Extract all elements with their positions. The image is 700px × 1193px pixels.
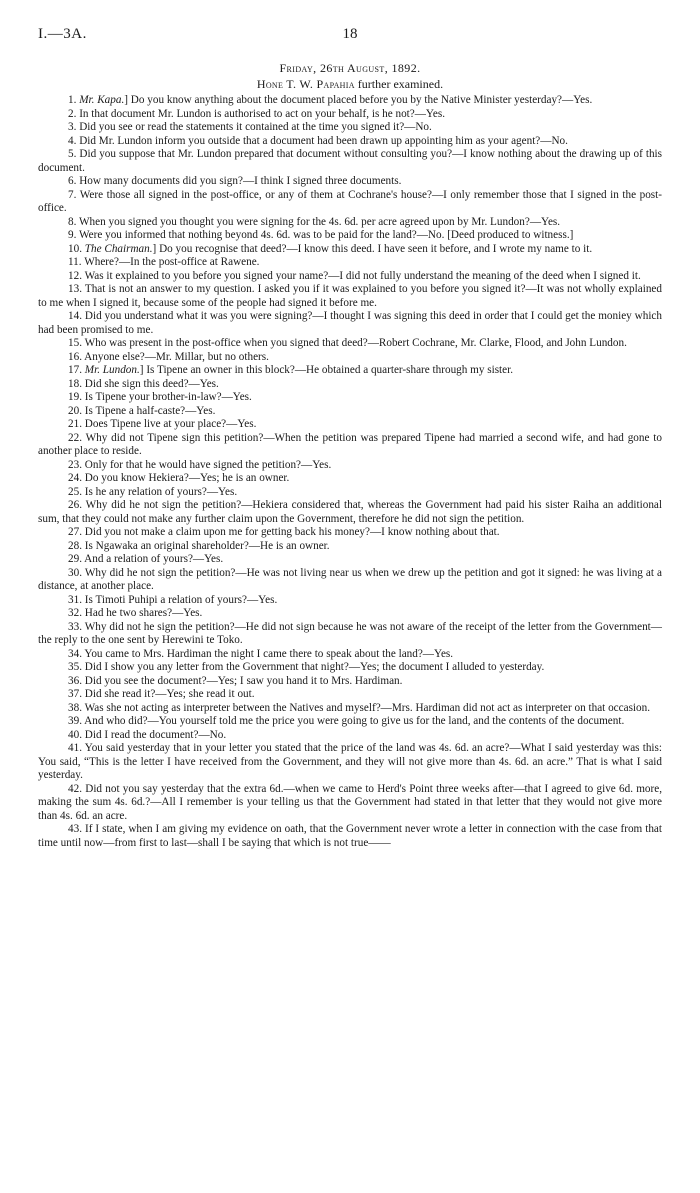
question-number: 31. <box>68 593 82 606</box>
question-number: 18. <box>68 377 82 390</box>
question-number: 11. <box>68 256 82 268</box>
question-number: 5. <box>68 148 77 160</box>
examiner-bracket: ] <box>124 94 128 106</box>
question-entry <box>38 418 662 432</box>
question-text: Who was present in the post-office when you signed that deed?—Robert Cochrane, Mr. Clarke, Flood, and John Lundon. <box>84 337 627 349</box>
question-number: 21. <box>68 418 82 430</box>
question-number: 7. <box>68 188 77 201</box>
question-text: And who did?—You yourself told me the price you were going to give us for the land, and the contents of the document. <box>84 715 625 727</box>
examiner-bracket: ] <box>152 242 157 255</box>
question-text: Did she read it?—Yes; she read it out. <box>84 688 255 700</box>
question-entry <box>38 702 662 716</box>
question-text: Why did he not sign the petition?—He was not living near us when we drew up the petition and got it signed: he was living at a distance, at another place. <box>38 566 662 592</box>
examiner-name: Mr. Kapa. <box>79 94 125 106</box>
question-entry <box>38 688 662 702</box>
question-text: Is Ngawaka an original shareholder?—He is an owner. <box>84 539 330 552</box>
question-text: Where?—In the post-office at Rawene. <box>84 256 260 268</box>
question-entry <box>38 256 662 270</box>
examiner-name: The Chairman. <box>84 242 153 255</box>
question-entry <box>38 540 662 554</box>
question-text: Do you recognise that deed?—I know this deed. I have seen it before, and I wrote my name to it. <box>156 242 593 255</box>
examiner-name: Mr. Lundon. <box>84 364 140 376</box>
question-number: 12. <box>68 269 82 282</box>
question-number: 41. <box>68 742 82 754</box>
question-entry <box>38 229 662 243</box>
question-entry <box>38 243 662 257</box>
question-entry <box>38 364 662 378</box>
question-entry <box>38 472 662 486</box>
question-entry <box>38 121 662 135</box>
question-text: Did I show you any letter from the Government that night?—Yes; the document I alluded to yesterday. <box>84 661 545 673</box>
question-text: Why did not he sign the petition?—He did not sign because he was not aware of the receipt of the letter from the Government—the reply to the one sent by Herewini te Toko. <box>38 620 662 646</box>
question-entry <box>38 621 662 648</box>
question-entry <box>38 567 662 594</box>
date-heading: Friday, 26th August, 1892. <box>279 61 421 75</box>
question-number: 14. <box>68 310 82 322</box>
question-text: Was she not acting as interpreter between the Natives and myself?—Mrs. Hardiman did not act as interpreter on that occasion. <box>84 701 651 714</box>
question-number: 16. <box>68 350 82 363</box>
question-text: Is Tipene a half-caste?—Yes. <box>84 404 216 417</box>
question-entry <box>38 310 662 337</box>
question-number: 2. <box>68 107 77 120</box>
witness-name: Hone T. W. Papahia <box>256 77 355 91</box>
question-text: And a relation of yours?—Yes. <box>84 553 224 565</box>
question-text: You came to Mrs. Hardiman the night I came there to speak about the land?—Yes. <box>84 647 454 660</box>
question-number: 3. <box>68 121 77 133</box>
question-entry <box>38 189 662 216</box>
examiner-bracket: ] <box>139 364 144 376</box>
question-entry <box>38 405 662 419</box>
question-text: Why did he not sign the petition?—Hekiera considered that, whereas the Government had paid his sister Raiha an additional sum, that they could not make any further claim upon the Government, therefore he did not sign the petition. <box>38 499 662 525</box>
question-text: Is Tipene your brother-in-law?—Yes. <box>84 391 252 403</box>
question-entry <box>38 432 662 459</box>
question-text: Did Mr. Lundon inform you outside that a document had been drawn up appointing him as your agent?—No. <box>79 134 568 147</box>
question-text: Do you know Hekiera?—Yes; he is an owner. <box>84 472 290 484</box>
question-number: 32. <box>68 607 82 619</box>
question-number: 24. <box>68 472 82 484</box>
question-number: 43. <box>68 823 82 835</box>
question-text: Did you see the document?—Yes; I saw you hand it to Mrs. Hardiman. <box>84 674 403 687</box>
question-entry <box>38 729 662 743</box>
question-number: 25. <box>68 485 82 498</box>
question-entry <box>38 459 662 473</box>
question-text: Does Tipene live at your place?—Yes. <box>84 418 257 430</box>
question-text: How many documents did you sign?—I think I signed three documents. <box>79 175 402 187</box>
question-text: Were you informed that nothing beyond 4s. 6d. was to be paid for the land?—No. [Deed produced to witness.] <box>79 229 574 241</box>
question-number: 28. <box>68 539 82 552</box>
question-number: 10. <box>68 242 82 255</box>
question-number: 20. <box>68 404 82 417</box>
question-text: Only for that he would have signed the petition?—Yes. <box>84 458 332 471</box>
question-number: 8. <box>68 215 77 228</box>
question-number: 33. <box>68 620 82 633</box>
question-number: 19. <box>68 391 82 403</box>
question-entry <box>38 648 662 662</box>
question-text: Why did not Tipene sign this petition?—When the petition was prepared Tipene had married a second wife, and had gone to another place to reside. <box>38 431 662 457</box>
question-number: 34. <box>68 647 82 660</box>
question-text: Did she sign this deed?—Yes. <box>84 377 219 390</box>
question-number: 17. <box>68 364 82 376</box>
question-entry <box>38 175 662 189</box>
question-text: You said yesterday that in your letter you stated that the price of the land was 4s. 6d. an acre?—What I said yesterday was this: You said, “This is the letter I have received from the Government, and they will not give more than 4s. 6d. an acre.” That is what I said yesterday. <box>38 742 662 781</box>
question-entry <box>38 823 662 850</box>
question-number: 13. <box>68 283 82 295</box>
paper-reference: I.—3A. <box>38 26 87 42</box>
question-entry <box>38 661 662 675</box>
question-number: 35. <box>68 661 82 673</box>
question-text: Is he any relation of yours?—Yes. <box>84 485 238 498</box>
question-number: 15. <box>68 337 82 349</box>
question-entry <box>38 783 662 824</box>
question-entry <box>38 675 662 689</box>
question-text: Were those all signed in the post-office, or any of them at Cochrane's house?—I only remember those that I signed in the post-office. <box>38 188 662 214</box>
question-text: That is not an answer to my question. I asked you if it was explained to you before you signed it?—It was not wholly explained to me when I signed it, because some of the people had signed it before me. <box>38 283 662 309</box>
question-entry <box>38 270 662 284</box>
question-text: Was it explained to you before you signed your name?—I did not fully understand the meaning of the deed when I signed it. <box>84 269 641 282</box>
question-text: Did I read the document?—No. <box>84 728 227 741</box>
question-text: Anyone else?—Mr. Millar, but no others. <box>84 350 269 363</box>
question-text: Did you not make a claim upon me for getting back his money?—I know nothing about that. <box>84 526 500 538</box>
question-number: 39. <box>68 715 82 727</box>
question-number: 4. <box>68 134 77 147</box>
question-entry <box>38 715 662 729</box>
question-entry <box>38 351 662 365</box>
question-entry <box>38 283 662 310</box>
question-entry <box>38 742 662 783</box>
question-number: 1. <box>68 94 77 106</box>
question-text: Is Timoti Puhipi a relation of yours?—Yes. <box>84 593 278 606</box>
question-entry <box>38 553 662 567</box>
question-entry <box>38 499 662 526</box>
question-entry <box>38 526 662 540</box>
question-number: 42. <box>68 782 82 795</box>
question-number: 36. <box>68 674 82 687</box>
question-text: Do you know anything about the document placed before you by the Native Minister yesterday?—Yes. <box>128 94 593 106</box>
question-text: In that document Mr. Lundon is authorised to act on your behalf, is he not?—Yes. <box>79 107 446 120</box>
question-number: 26. <box>68 499 82 511</box>
question-entry <box>38 108 662 122</box>
examination-entries <box>38 94 662 850</box>
question-number: 38. <box>68 701 82 714</box>
witness-subheading-suffix: further examined. <box>354 77 444 91</box>
question-text: Did you see or read the statements it contained at the time you signed it?—No. <box>79 121 432 133</box>
question-entry <box>38 148 662 175</box>
question-entry <box>38 486 662 500</box>
question-entry <box>38 594 662 608</box>
question-number: 23. <box>68 458 82 471</box>
question-number: 30. <box>68 566 82 579</box>
question-entry <box>38 607 662 621</box>
question-entry <box>38 391 662 405</box>
running-header <box>38 22 662 46</box>
question-number: 9. <box>68 229 77 241</box>
question-number: 6. <box>68 175 77 187</box>
question-entry <box>38 337 662 351</box>
question-number: 27. <box>68 526 82 538</box>
question-text: When you signed you thought you were signing for the 4s. 6d. per acre agreed upon by Mr. Lundon?—Yes. <box>79 215 561 228</box>
page-number: 18 <box>342 26 358 42</box>
question-text: Is Tipene an owner in this block?—He obtained a quarter-share through my sister. <box>143 364 514 376</box>
question-entry <box>38 378 662 392</box>
question-text: If I state, when I am giving my evidence on oath, that the Government never wrote a letter in connection with the case from that time until now—from first to last—shall I be saying that which is not true—— <box>38 823 663 849</box>
question-text: Did not you say yesterday that the extra 6d.—when we came to Herd's Point three weeks after—that I agreed to give 6d. more, making the sum 4s. 6d.?—All I remember is your telling us that the Government had stated in that letter that they would not give more than 4s. 6d. an acre. <box>38 782 663 822</box>
question-text: Did you suppose that Mr. Lundon prepared that document without consulting you?—I know nothing about the drawing up of this document. <box>38 148 663 174</box>
question-text: Had he two shares?—Yes. <box>84 607 203 619</box>
question-number: 29. <box>68 553 82 565</box>
witness-subheading <box>38 76 662 92</box>
question-entry <box>38 135 662 149</box>
question-number: 40. <box>68 728 82 741</box>
question-entry <box>38 94 662 108</box>
question-number: 22. <box>68 431 82 444</box>
question-entry <box>38 216 662 230</box>
question-number: 37. <box>68 688 82 700</box>
question-text: Did you understand what it was you were signing?—I thought I was signing this deed in order that I could get the moniey which had been promised to me. <box>38 310 662 336</box>
